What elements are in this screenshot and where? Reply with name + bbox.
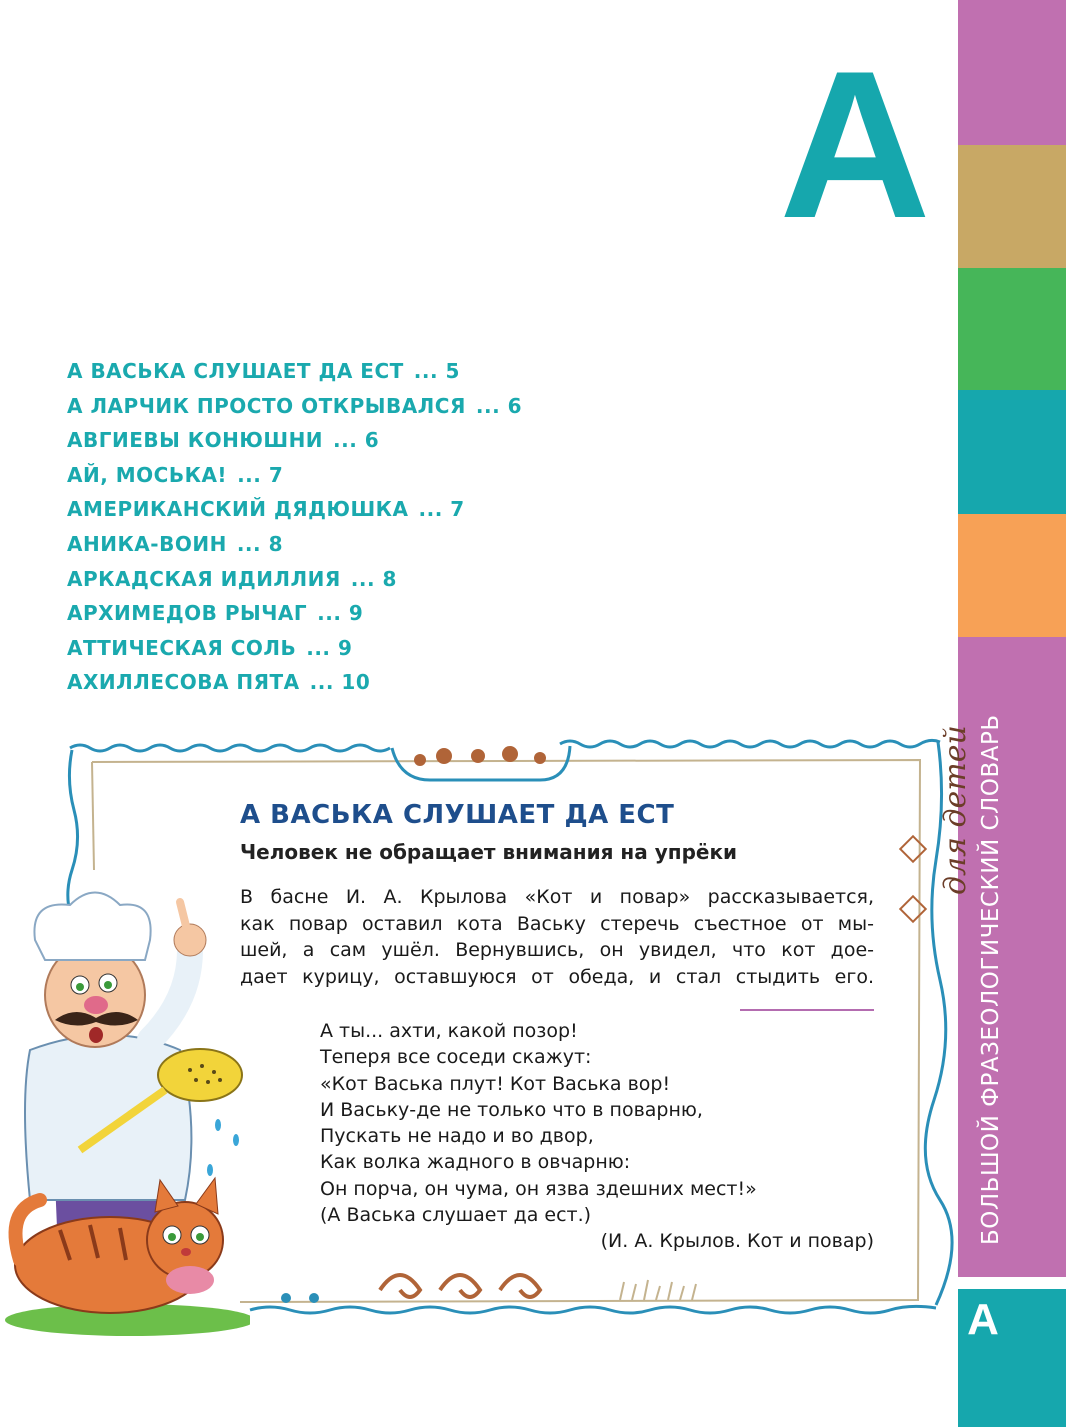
article-meaning: Человек не обращает внимания на упрёки <box>240 840 738 864</box>
separator-line <box>740 1009 874 1011</box>
toc-entry[interactable]: АХИЛЛЕСОВА ПЯТА ... 10 <box>67 670 371 695</box>
toc-entry[interactable]: А ЛАРЧИК ПРОСТО ОТКРЫВАЛСЯ ... 6 <box>67 393 523 418</box>
paragraph-line: как повар оставил кота Ваську стеречь съестное от мы- <box>240 912 874 935</box>
poem-attribution: (И. А. Крылов. Кот и повар) <box>600 1230 874 1252</box>
paragraph-line: шей, а сам ушёл. Вернувшись, он увидел, что кот дое- <box>240 939 874 961</box>
poem-line: (А Васька слушает да ест.) <box>320 1204 592 1227</box>
poem-line: А ты... ахти, какой позор! <box>320 1020 578 1042</box>
side-book-title <box>938 640 1020 1250</box>
toc-entry[interactable]: А ВАСЬКА СЛУШАЕТ ДА ЕСТ ... 5 <box>67 359 460 383</box>
letter-tab[interactable] <box>958 1289 1066 1427</box>
toc-entry[interactable]: АВГИЕВЫ КОНЮШНИ ... 6 <box>67 428 380 453</box>
article-paragraph <box>240 884 874 990</box>
toc-entry[interactable]: АНИКА-ВОИН ... 8 <box>67 531 283 556</box>
book-title: БОЛЬШОЙ ФРАЗЕОЛОГИЧЕСКИЙ СЛОВАРЬ <box>978 714 1004 1245</box>
poem-line: И Ваську-де не только что в поварню, <box>320 1098 703 1121</box>
table-of-contents <box>67 354 522 700</box>
paragraph-line: В басне И. А. Крылова «Кот и повар» рассказывается, <box>240 886 874 908</box>
color-tab <box>958 268 1066 390</box>
toc-entry[interactable]: АМЕРИКАНСКИЙ ДЯДЮШКА ... 7 <box>67 497 465 522</box>
poem-line: Он порча, он чума, он язва здешних мест!» <box>320 1177 757 1200</box>
color-tab <box>958 514 1066 637</box>
color-tab <box>958 145 1066 268</box>
poem-line: «Кот Васька плут! Кот Васька вор! <box>320 1072 671 1095</box>
toc-entry[interactable]: АТТИЧЕСКАЯ СОЛЬ ... 9 <box>67 635 353 660</box>
poem-line: Как волка жадного в овчарню: <box>320 1151 631 1174</box>
toc-entry[interactable]: АЙ, МОСЬКА! ... 7 <box>67 462 284 487</box>
book-subtitle-script: для детей <box>938 725 973 895</box>
poem-quote <box>320 1018 757 1228</box>
article-title: А ВАСЬКА СЛУШАЕТ ДА ЕСТ <box>240 800 675 830</box>
paragraph-line: дает курицу, оставшуюся от обеда, и стал стыдить его. <box>240 965 874 988</box>
poem-line: Теперя все соседи скажут: <box>320 1046 592 1069</box>
color-tab <box>958 0 1066 145</box>
toc-entry[interactable]: АРКАДСКАЯ ИДИЛЛИЯ ... 8 <box>67 566 397 591</box>
color-tab <box>958 390 1066 514</box>
section-letter: А <box>779 27 931 262</box>
letter-tab-label: А <box>967 1295 999 1344</box>
poem-line: Пускать не надо и во двор, <box>320 1125 594 1148</box>
toc-entry[interactable]: АРХИМЕДОВ РЫЧАГ ... 9 <box>67 601 364 626</box>
cook-and-cat-illustration <box>0 880 250 1340</box>
